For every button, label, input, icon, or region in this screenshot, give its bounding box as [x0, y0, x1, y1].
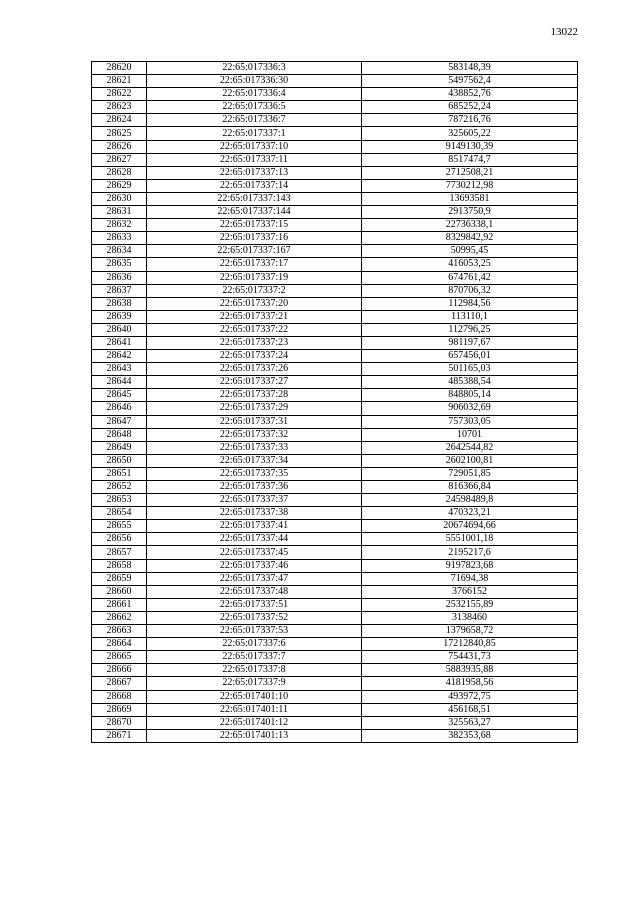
- table-row: [92, 651, 578, 664]
- cadastral-value-cell: 20674694,66: [362, 520, 578, 533]
- cadastral-number-cell: 22:65:017337:31: [147, 415, 362, 428]
- cadastral-number-cell: 22:65:017401:13: [147, 729, 362, 742]
- cadastral-value-cell: 22736338,1: [362, 219, 578, 232]
- cadastral-number-cell: 22:65:017336:30: [147, 75, 362, 88]
- cadastral-number-cell: 22:65:017337:1: [147, 127, 362, 140]
- cadastral-value-cell: 2913750,9: [362, 206, 578, 219]
- table-row: [92, 507, 578, 520]
- row-number-cell: 28668: [92, 690, 147, 703]
- row-number-cell: 28627: [92, 153, 147, 166]
- row-number-cell: 28639: [92, 310, 147, 323]
- table-row: [92, 520, 578, 533]
- row-number-cell: 28669: [92, 703, 147, 716]
- cadastral-value-cell: 9149130,39: [362, 140, 578, 153]
- table-row: [92, 153, 578, 166]
- table-row: [92, 572, 578, 585]
- table-row: [92, 166, 578, 179]
- table-row: [92, 206, 578, 219]
- cadastral-number-cell: 22:65:017337:34: [147, 454, 362, 467]
- cadastral-value-cell: 113110,1: [362, 310, 578, 323]
- row-number-cell: 28620: [92, 62, 147, 75]
- table-row: [92, 481, 578, 494]
- table-row: [92, 232, 578, 245]
- row-number-cell: 28631: [92, 206, 147, 219]
- cadastral-number-cell: 22:65:017401:11: [147, 703, 362, 716]
- cadastral-number-cell: 22:65:017337:11: [147, 153, 362, 166]
- page-number: 13022: [550, 26, 578, 38]
- row-number-cell: 28653: [92, 494, 147, 507]
- cadastral-value-cell: 325605,22: [362, 127, 578, 140]
- row-number-cell: 28632: [92, 219, 147, 232]
- cadastral-value-cell: 325563,27: [362, 716, 578, 729]
- row-number-cell: 28636: [92, 271, 147, 284]
- table-row: [92, 101, 578, 114]
- cadastral-value-cell: 485388,54: [362, 376, 578, 389]
- cadastral-number-cell: 22:65:017337:36: [147, 481, 362, 494]
- cadastral-value-cell: 438852,76: [362, 88, 578, 101]
- table-row: [92, 389, 578, 402]
- cadastral-number-cell: 22:65:017337:21: [147, 310, 362, 323]
- cadastral-number-cell: 22:65:017337:44: [147, 533, 362, 546]
- table-row: [92, 716, 578, 729]
- row-number-cell: 28641: [92, 336, 147, 349]
- table-row: [92, 179, 578, 192]
- table-row: [92, 533, 578, 546]
- cadastral-number-cell: 22:65:017337:37: [147, 494, 362, 507]
- cadastral-value-cell: 848805,14: [362, 389, 578, 402]
- cadastral-number-cell: 22:65:017337:143: [147, 192, 362, 205]
- row-number-cell: 28657: [92, 546, 147, 559]
- row-number-cell: 28658: [92, 559, 147, 572]
- row-number-cell: 28652: [92, 481, 147, 494]
- row-number-cell: 28626: [92, 140, 147, 153]
- row-number-cell: 28650: [92, 454, 147, 467]
- cadastral-number-cell: 22:65:017336:5: [147, 101, 362, 114]
- cadastral-number-cell: 22:65:017337:33: [147, 441, 362, 454]
- cadastral-value-cell: 382353,68: [362, 729, 578, 742]
- cadastral-value-cell: 416053,25: [362, 258, 578, 271]
- cadastral-value-cell: 685252,24: [362, 101, 578, 114]
- table-row: [92, 258, 578, 271]
- cadastral-value-cell: 456168,51: [362, 703, 578, 716]
- table-row: [92, 677, 578, 690]
- cadastral-value-cell: 9197823,68: [362, 559, 578, 572]
- cadastral-number-cell: 22:65:017337:52: [147, 611, 362, 624]
- table-row: [92, 114, 578, 127]
- row-number-cell: 28633: [92, 232, 147, 245]
- cadastral-number-cell: 22:65:017337:35: [147, 467, 362, 480]
- cadastral-value-cell: 8329842,92: [362, 232, 578, 245]
- table-row: [92, 441, 578, 454]
- cadastral-value-cell: 787216,76: [362, 114, 578, 127]
- row-number-cell: 28623: [92, 101, 147, 114]
- cadastral-number-cell: 22:65:017337:10: [147, 140, 362, 153]
- row-number-cell: 28624: [92, 114, 147, 127]
- cadastral-value-cell: 2532155,89: [362, 598, 578, 611]
- cadastral-value-cell: 906032,69: [362, 402, 578, 415]
- cadastral-number-cell: 22:65:017401:12: [147, 716, 362, 729]
- cadastral-value-cell: 5883935,88: [362, 664, 578, 677]
- table-row: [92, 703, 578, 716]
- cadastral-value-cell: 870706,32: [362, 284, 578, 297]
- cadastral-value-cell: 3138460: [362, 611, 578, 624]
- cadastral-number-cell: 22:65:017336:4: [147, 88, 362, 101]
- table-row: [92, 415, 578, 428]
- table-row: [92, 192, 578, 205]
- cadastral-number-cell: 22:65:017337:19: [147, 271, 362, 284]
- cadastral-value-cell: 729051,85: [362, 467, 578, 480]
- row-number-cell: 28629: [92, 179, 147, 192]
- cadastral-value-cell: 10701: [362, 428, 578, 441]
- cadastral-number-cell: 22:65:017337:9: [147, 677, 362, 690]
- cadastral-value-cell: 583148,39: [362, 62, 578, 75]
- row-number-cell: 28637: [92, 284, 147, 297]
- cadastral-number-cell: 22:65:017337:7: [147, 651, 362, 664]
- cadastral-number-cell: 22:65:017337:45: [147, 546, 362, 559]
- cadastral-number-cell: 22:65:017401:10: [147, 690, 362, 703]
- cadastral-value-cell: 7730212,98: [362, 179, 578, 192]
- table-row: [92, 454, 578, 467]
- cadastral-number-cell: 22:65:017337:8: [147, 664, 362, 677]
- table-row: [92, 75, 578, 88]
- table-row: [92, 729, 578, 742]
- row-number-cell: 28635: [92, 258, 147, 271]
- cadastral-value-cell: 4181958,56: [362, 677, 578, 690]
- row-number-cell: 28638: [92, 297, 147, 310]
- cadastral-number-cell: 22:65:017337:20: [147, 297, 362, 310]
- row-number-cell: 28664: [92, 638, 147, 651]
- cadastral-number-cell: 22:65:017337:32: [147, 428, 362, 441]
- cadastral-value-table: [91, 61, 578, 743]
- table-row: [92, 350, 578, 363]
- cadastral-value-cell: 5497562,4: [362, 75, 578, 88]
- row-number-cell: 28655: [92, 520, 147, 533]
- cadastral-value-cell: 2602100,81: [362, 454, 578, 467]
- row-number-cell: 28662: [92, 611, 147, 624]
- row-number-cell: 28667: [92, 677, 147, 690]
- cadastral-number-cell: 22:65:017337:13: [147, 166, 362, 179]
- row-number-cell: 28651: [92, 467, 147, 480]
- table-row: [92, 546, 578, 559]
- row-number-cell: 28671: [92, 729, 147, 742]
- cadastral-value-cell: 5551001,18: [362, 533, 578, 546]
- cadastral-number-cell: 22:65:017337:15: [147, 219, 362, 232]
- cadastral-number-cell: 22:65:017337:38: [147, 507, 362, 520]
- table-row: [92, 88, 578, 101]
- cadastral-number-cell: 22:65:017337:46: [147, 559, 362, 572]
- cadastral-value-cell: 112984,56: [362, 297, 578, 310]
- table-row: [92, 559, 578, 572]
- cadastral-number-cell: 22:65:017337:167: [147, 245, 362, 258]
- table-row: [92, 284, 578, 297]
- table-row: [92, 336, 578, 349]
- cadastral-value-cell: 71694,38: [362, 572, 578, 585]
- row-number-cell: 28656: [92, 533, 147, 546]
- cadastral-number-cell: 22:65:017337:16: [147, 232, 362, 245]
- row-number-cell: 28640: [92, 323, 147, 336]
- cadastral-number-cell: 22:65:017337:17: [147, 258, 362, 271]
- row-number-cell: 28646: [92, 402, 147, 415]
- cadastral-value-cell: 8517474,7: [362, 153, 578, 166]
- cadastral-value-cell: 3766152: [362, 585, 578, 598]
- cadastral-number-cell: 22:65:017337:24: [147, 350, 362, 363]
- table-row: [92, 219, 578, 232]
- cadastral-value-cell: 112796,25: [362, 323, 578, 336]
- cadastral-number-cell: 22:65:017337:47: [147, 572, 362, 585]
- row-number-cell: 28622: [92, 88, 147, 101]
- table-row: [92, 638, 578, 651]
- row-number-cell: 28666: [92, 664, 147, 677]
- table-row: [92, 127, 578, 140]
- row-number-cell: 28661: [92, 598, 147, 611]
- table-row: [92, 690, 578, 703]
- cadastral-number-cell: 22:65:017337:2: [147, 284, 362, 297]
- cadastral-value-cell: 757303,05: [362, 415, 578, 428]
- cadastral-number-cell: 22:65:017337:26: [147, 363, 362, 376]
- cadastral-value-cell: 1379658,72: [362, 625, 578, 638]
- cadastral-number-cell: 22:65:017337:53: [147, 625, 362, 638]
- row-number-cell: 28642: [92, 350, 147, 363]
- table-row: [92, 585, 578, 598]
- table-row: [92, 297, 578, 310]
- cadastral-value-cell: 816366,84: [362, 481, 578, 494]
- cadastral-number-cell: 22:65:017337:41: [147, 520, 362, 533]
- table-row: [92, 323, 578, 336]
- cadastral-number-cell: 22:65:017337:6: [147, 638, 362, 651]
- table-row: [92, 376, 578, 389]
- table-row: [92, 428, 578, 441]
- table-row: [92, 271, 578, 284]
- cadastral-value-cell: 2195217,6: [362, 546, 578, 559]
- table-row: [92, 467, 578, 480]
- cadastral-value-cell: 470323,21: [362, 507, 578, 520]
- table-row: [92, 598, 578, 611]
- cadastral-number-cell: 22:65:017337:23: [147, 336, 362, 349]
- table-row: [92, 664, 578, 677]
- cadastral-number-cell: 22:65:017337:48: [147, 585, 362, 598]
- table-row: [92, 62, 578, 75]
- cadastral-number-cell: 22:65:017337:22: [147, 323, 362, 336]
- cadastral-number-cell: 22:65:017336:3: [147, 62, 362, 75]
- row-number-cell: 28663: [92, 625, 147, 638]
- row-number-cell: 28621: [92, 75, 147, 88]
- cadastral-value-cell: 2712508,21: [362, 166, 578, 179]
- cadastral-number-cell: 22:65:017337:29: [147, 402, 362, 415]
- table-row: [92, 611, 578, 624]
- cadastral-number-cell: 22:65:017337:14: [147, 179, 362, 192]
- cadastral-value-cell: 24598489,8: [362, 494, 578, 507]
- row-number-cell: 28670: [92, 716, 147, 729]
- cadastral-value-cell: 501165,03: [362, 363, 578, 376]
- row-number-cell: 28645: [92, 389, 147, 402]
- row-number-cell: 28660: [92, 585, 147, 598]
- table-body: [92, 62, 578, 743]
- row-number-cell: 28647: [92, 415, 147, 428]
- row-number-cell: 28630: [92, 192, 147, 205]
- table-row: [92, 625, 578, 638]
- row-number-cell: 28665: [92, 651, 147, 664]
- table-row: [92, 494, 578, 507]
- cadastral-value-cell: 674761,42: [362, 271, 578, 284]
- cadastral-value-cell: 754431,73: [362, 651, 578, 664]
- cadastral-value-cell: 50995,45: [362, 245, 578, 258]
- table-row: [92, 140, 578, 153]
- cadastral-number-cell: 22:65:017337:51: [147, 598, 362, 611]
- table-row: [92, 310, 578, 323]
- cadastral-number-cell: 22:65:017337:144: [147, 206, 362, 219]
- table-row: [92, 245, 578, 258]
- cadastral-value-cell: 657456,01: [362, 350, 578, 363]
- row-number-cell: 28628: [92, 166, 147, 179]
- row-number-cell: 28625: [92, 127, 147, 140]
- cadastral-number-cell: 22:65:017337:28: [147, 389, 362, 402]
- row-number-cell: 28659: [92, 572, 147, 585]
- table-row: [92, 402, 578, 415]
- row-number-cell: 28654: [92, 507, 147, 520]
- cadastral-number-cell: 22:65:017337:27: [147, 376, 362, 389]
- row-number-cell: 28649: [92, 441, 147, 454]
- row-number-cell: 28644: [92, 376, 147, 389]
- cadastral-value-cell: 981197,67: [362, 336, 578, 349]
- cadastral-value-cell: 17212840,85: [362, 638, 578, 651]
- row-number-cell: 28643: [92, 363, 147, 376]
- cadastral-value-cell: 493972,75: [362, 690, 578, 703]
- cadastral-value-cell: 2642544,82: [362, 441, 578, 454]
- cadastral-value-cell: 13693581: [362, 192, 578, 205]
- table-row: [92, 363, 578, 376]
- row-number-cell: 28648: [92, 428, 147, 441]
- row-number-cell: 28634: [92, 245, 147, 258]
- cadastral-number-cell: 22:65:017336:7: [147, 114, 362, 127]
